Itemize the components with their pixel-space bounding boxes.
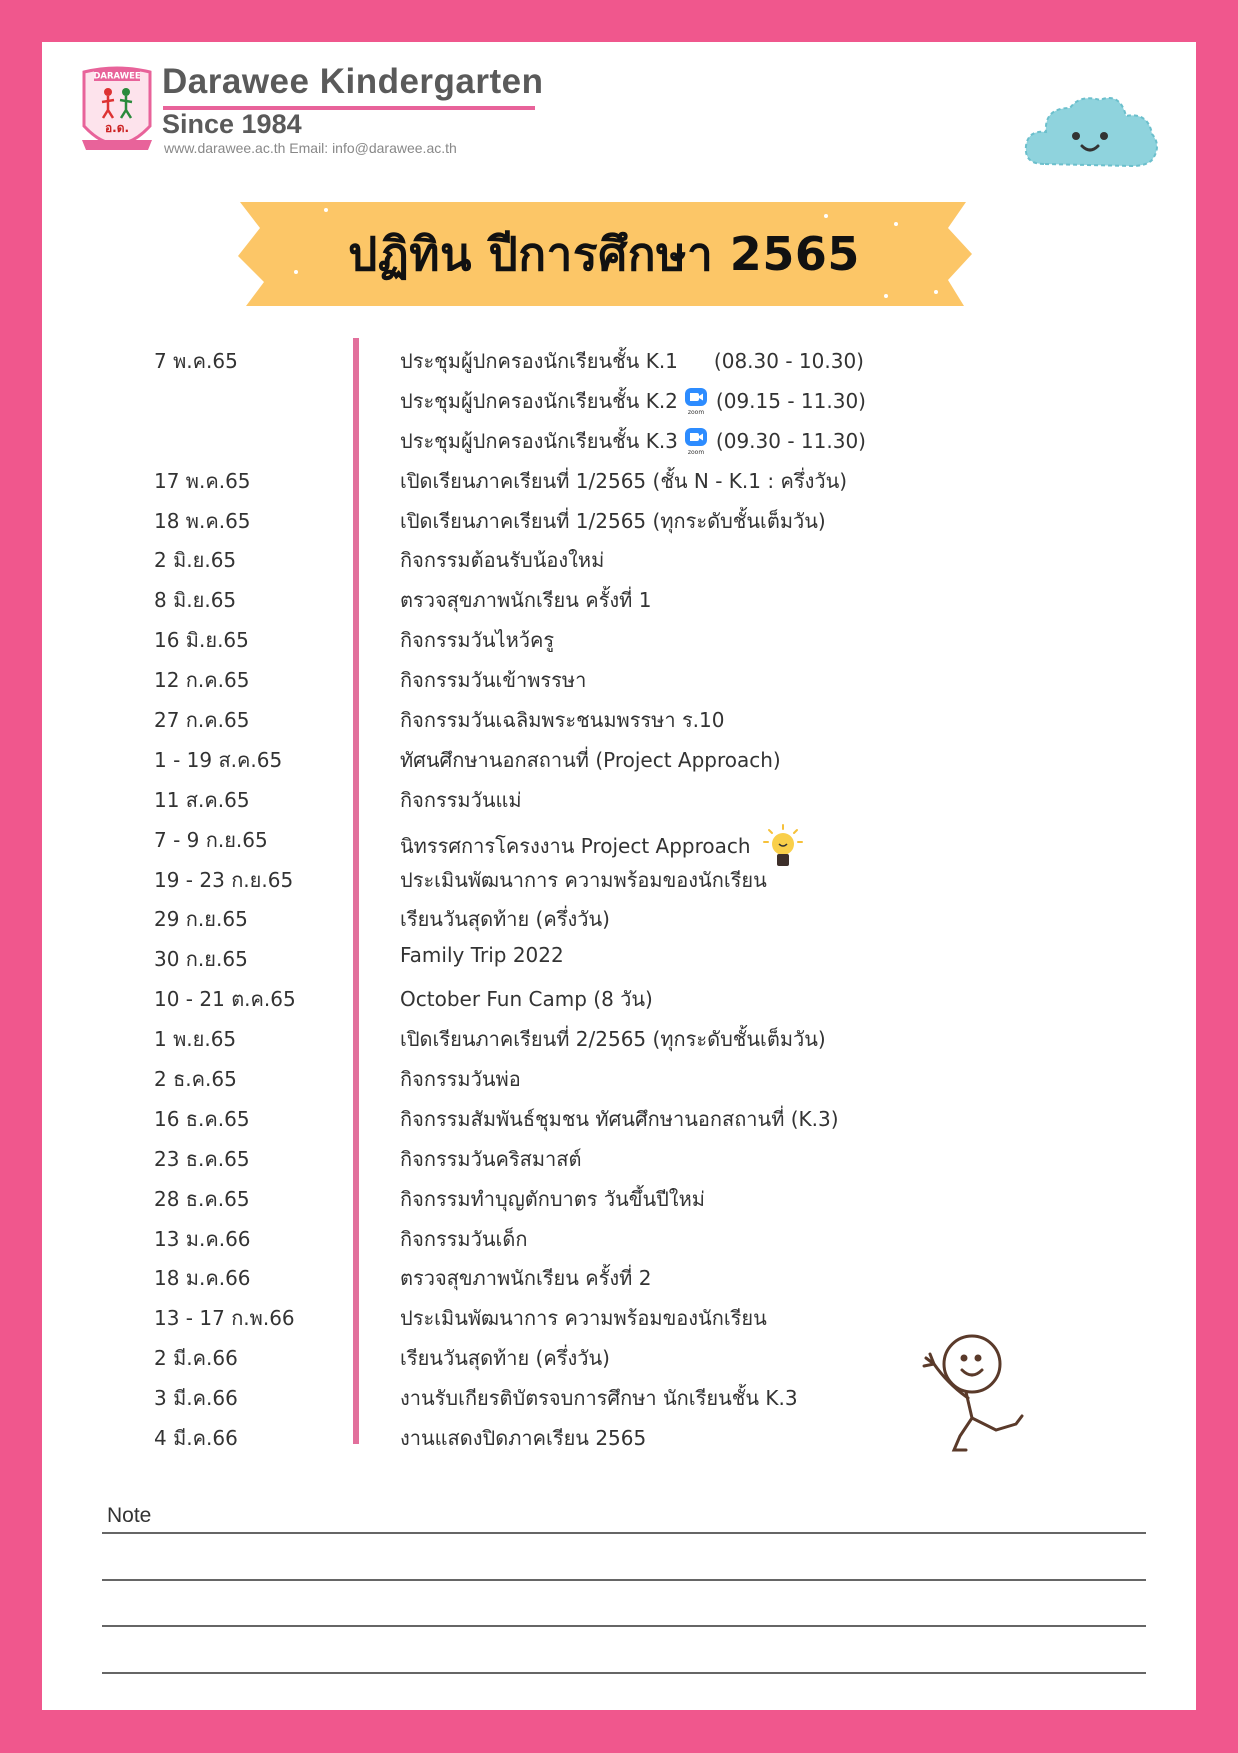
event-item [400,903,610,935]
schedule-row [42,777,1196,817]
schedule-row [42,857,1196,897]
event-title: กิจกรรมทำบุญตักบาตร วันขึ้นปีใหม่ [400,1186,705,1211]
event-date: 7 - 9 ก.ย.65 [154,827,268,852]
schedule-row [42,537,1196,577]
event-date: 19 - 23 ก.ย.65 [154,867,294,892]
schedule-row [42,1096,1196,1136]
zoom-icon [684,427,708,455]
event-item [400,1063,521,1095]
schedule-row [42,1295,1196,1335]
event-item [400,624,554,656]
note-line [102,1532,1146,1534]
event-date: 12 ก.ค.65 [154,668,250,693]
logo-text: DARAWEE [93,71,141,82]
event-title: เรียนวันสุดท้าย (ครึ่งวัน) [400,1346,610,1371]
schedule-row [42,657,1196,697]
event-title: กิจกรรมวันคริสมาสต์ [400,1146,582,1171]
event-title: นิทรรศการโครงงาน Project Approach [400,833,751,858]
cloud-face-icon [1022,94,1162,170]
event-date: 18 ม.ค.66 [154,1266,251,1291]
event-item [400,1302,767,1334]
event-date: 28 ธ.ค.65 [154,1186,250,1211]
event-date: 23 ธ.ค.65 [154,1146,250,1171]
event-date: 3 มี.ค.66 [154,1386,238,1411]
contact-info: www.darawee.ac.th Email: info@darawee.ac.th [164,140,457,156]
event-item [400,1143,581,1175]
event-title: กิจกรรมวันไหว้ครู [400,628,555,653]
event-date: 30 ก.ย.65 [154,947,248,972]
stick-figure-icon [914,1332,1040,1460]
event-item [400,1223,527,1255]
zoom-label: zoom [687,408,705,415]
event-date: 13 ม.ค.66 [154,1226,251,1251]
schedule-row [42,1216,1196,1256]
event-item [400,465,847,497]
event-title: ประชุมผู้ปกครองนักเรียนชั้น K.1 [400,349,678,373]
schedule-row [42,1056,1196,1096]
event-date: 16 มิ.ย.65 [154,628,249,653]
event-item [400,1382,798,1414]
event-title: กิจกรรมวันเด็ก [400,1226,528,1251]
event-date: 8 มิ.ย.65 [154,588,237,613]
event-title: October Fun Camp (8 วัน) [400,987,653,1012]
event-title: กิจกรรมวันพ่อ [400,1067,521,1092]
schedule-row [42,1136,1196,1176]
event-time: (09.30 - 11.30) [715,428,866,453]
event-item [400,425,866,457]
calendar-page [42,42,1196,1710]
schedule-row [42,936,1196,976]
event-date: 18 พ.ค.65 [154,508,251,533]
event-item [400,704,725,736]
event-item [400,385,866,417]
event-item [400,1262,651,1294]
schedule-row [42,1016,1196,1056]
event-item [400,943,564,967]
event-title: เปิดเรียนภาคเรียนที่ 1/2565 (ชั้น N - K.1 : ครึ่งวัน) [400,468,848,493]
event-title: Family Trip 2022 [400,943,564,968]
event-date: 1 - 19 ส.ค.65 [154,747,283,772]
event-date: 1 พ.ย.65 [154,1027,237,1052]
event-item [400,505,826,537]
event-date: 29 ก.ย.65 [154,907,248,932]
event-item [400,1422,646,1454]
schedule-row [42,577,1196,617]
event-title: งานแสดงปิดภาคเรียน 2565 [400,1426,647,1451]
event-date: 27 ก.ค.65 [154,708,250,733]
event-date: 2 มี.ค.66 [154,1346,238,1371]
schedule-row [42,498,1196,538]
event-title: งานรับเกียรติบัตรจบการศึกษา นักเรียนชั้น K.3 [400,1386,798,1411]
note-label: Note [107,1504,152,1527]
event-date: 10 - 21 ต.ค.65 [154,987,296,1012]
schedule-row [42,1255,1196,1295]
event-title: ตรวจสุขภาพนักเรียน ครั้งที่ 1 [400,588,652,613]
event-item [400,544,604,576]
founded-year: Since 1984 [162,109,302,139]
event-title: ประเมินพัฒนาการ ความพร้อมของนักเรียน [400,867,767,892]
schedule-row [42,697,1196,737]
event-title: กิจกรรมสัมพันธ์ชุมชน ทัศนศึกษานอกสถานที่ (K.3) [400,1106,839,1131]
event-date: 11 ส.ค.65 [154,787,250,812]
event-item [400,664,586,696]
event-date: 17 พ.ค.65 [154,468,251,493]
schedule-row [42,896,1196,936]
event-item [400,1183,705,1215]
event-title: กิจกรรมวันเข้าพรรษา [400,668,587,693]
event-title: ประชุมผู้ปกครองนักเรียนชั้น K.2 [400,388,678,413]
calendar-title: ปฏิทิน ปีการศึกษา 2565 [348,226,860,281]
event-item [400,1103,839,1135]
note-line [102,1625,1146,1627]
schedule-row [42,817,1196,857]
event-title: เรียนวันสุดท้าย (ครึ่งวัน) [400,907,610,932]
event-title: ประเมินพัฒนาการ ความพร้อมของนักเรียน [400,1306,767,1331]
event-item [400,983,653,1015]
event-date: 7 พ.ค.65 [154,349,238,373]
event-title: กิจกรรมวันเฉลิมพระชนมพรรษา ร.10 [400,708,725,733]
event-date: 2 มิ.ย.65 [154,548,237,573]
zoom-label: zoom [687,448,705,455]
event-date: 2 ธ.ค.65 [154,1067,237,1092]
event-title: กิจกรรมต้อนรับน้องใหม่ [400,548,605,573]
event-title: กิจกรรมวันแม่ [400,787,522,812]
note-line [102,1579,1146,1581]
schedule-row [42,458,1196,498]
event-title: เปิดเรียนภาคเรียนที่ 1/2565 (ทุกระดับชั้นเต็มวัน) [400,508,826,533]
event-title: ตรวจสุขภาพนักเรียน ครั้งที่ 2 [400,1266,652,1291]
event-item [400,864,767,896]
schedule-row [42,378,1196,418]
note-line [102,1672,1146,1674]
event-title: เปิดเรียนภาคเรียนที่ 2/2565 (ทุกระดับชั้นเต็มวัน) [400,1027,826,1052]
schedule-list [42,338,1196,1455]
event-item [400,1023,826,1055]
schedule-row [42,617,1196,657]
schedule-row [42,976,1196,1016]
event-time: (09.15 - 11.30) [715,388,866,413]
event-item [400,345,864,377]
event-time: (08.30 - 10.30) [713,349,864,373]
event-item [400,584,651,616]
event-title: ทัศนศึกษานอกสถานที่ (Project Approach) [400,747,781,772]
event-date: 13 - 17 ก.พ.66 [154,1306,295,1331]
schedule-row [42,737,1196,777]
event-item [400,1342,610,1374]
event-date: 16 ธ.ค.65 [154,1106,250,1131]
zoom-icon [684,387,708,415]
logo-initials: อ.ด. [104,121,130,135]
schedule-row [42,418,1196,458]
event-item [400,784,522,816]
school-logo [78,66,156,158]
event-date: 4 มี.ค.66 [154,1426,238,1451]
event-item [400,744,781,776]
school-name: Darawee Kindergarten [162,62,544,101]
schedule-row [42,1176,1196,1216]
schedule-row [42,338,1196,378]
event-title: ประชุมผู้ปกครองนักเรียนชั้น K.3 [400,428,678,453]
